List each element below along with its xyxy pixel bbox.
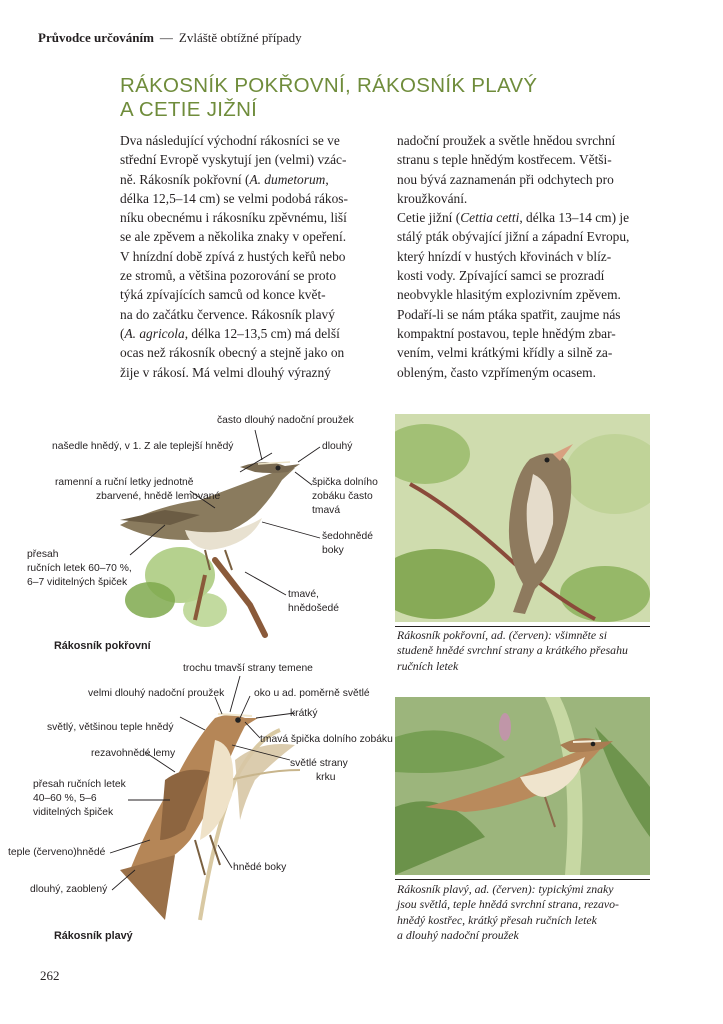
label: viditelných špiček <box>33 807 114 818</box>
text-line <box>397 247 652 266</box>
text-line <box>120 343 375 362</box>
caption-rule <box>395 879 650 880</box>
text-line <box>397 170 652 189</box>
text-run: se ale zpěvem a několika znaky v opeření. <box>120 229 347 245</box>
text-run: na do začátku července. Rákosník plavý <box>120 306 335 322</box>
text-line <box>120 170 375 189</box>
photo-dumetorum-image <box>395 414 650 622</box>
text-line <box>397 363 652 382</box>
label: špička dolního <box>312 477 378 488</box>
caption-line: jsou světlá, teple hnědá svrchní strana, rezavo- <box>397 897 619 912</box>
text-line <box>120 131 375 150</box>
text-run: nadoční proužek a světle hnědou svrchní <box>397 133 616 148</box>
body-column-left <box>120 131 375 382</box>
text-line <box>397 266 652 285</box>
label: světlý, většinou teple hnědý <box>47 722 174 733</box>
branch <box>215 560 265 635</box>
leaf-shape <box>125 582 175 618</box>
text-run: , délka 13–14 cm) je <box>519 210 630 226</box>
text-run: kompaktní postavou, teple hnědým zbar- <box>397 325 616 341</box>
text-run: který hnízdí v hustých křovinách v blíz- <box>397 248 612 264</box>
label: světlé strany <box>290 758 348 769</box>
label: tmavé, <box>288 589 319 600</box>
page-number: 262 <box>40 968 60 983</box>
label: ramenní a ruční letky jednotně <box>55 477 194 488</box>
caption-rule <box>395 626 650 627</box>
photo-dumetorum <box>395 414 650 622</box>
text-run: střední Evropě vyskytují jen (velmi) vzác- <box>120 152 347 168</box>
text-run: kroužkování. <box>397 190 468 206</box>
label: hnědé boky <box>233 862 287 873</box>
text-line <box>397 343 652 362</box>
text-line <box>397 189 652 208</box>
label: hnědošedé <box>288 603 339 614</box>
leaf-shape <box>183 593 227 627</box>
text-run: obleným, často vzpřímeným ocasem. <box>397 364 596 380</box>
label: dlouhý, zaoblený <box>30 884 108 895</box>
label: boky <box>322 545 344 556</box>
text-line <box>397 305 652 324</box>
text-line <box>397 150 652 169</box>
caption-line: a dlouhý nadoční proužek <box>397 928 519 943</box>
running-head <box>38 30 302 46</box>
text-run: V hnízdní době zpívá z hustých keřů nebo <box>120 248 346 264</box>
text-run: stranu s teple hnědým kostřecem. Větši- <box>397 152 612 168</box>
text-run: níku obecnému i rákosníku zpěvnému, liší <box>120 210 347 226</box>
text-run: Podaří-li se nám ptáka spatřit, zaujme nás <box>397 306 621 322</box>
label: zbarvené, hnědě lemované <box>96 491 221 502</box>
photo-caption-dumetorum <box>397 628 652 674</box>
text-run: nou bývá zaznamenán při odchytech pro <box>397 171 614 187</box>
label: přesah <box>27 549 59 560</box>
caption-line: Rákosník plavý, ad. (červen): typickými znaky <box>397 882 614 896</box>
tail <box>120 855 175 920</box>
caption-line: hnědý kostřec, krátký přesah ručních letek <box>397 912 597 927</box>
text-run: ze stromů, a většina pozorování se proto <box>120 268 337 284</box>
label: teple (červeno)hnědé <box>8 847 106 858</box>
photo-agricola <box>395 697 650 875</box>
label: velmi dlouhý nadoční proužek <box>88 688 225 699</box>
label: tmavá špička dolního zobáku <box>260 734 393 745</box>
label: 40–60 %, 5–6 <box>33 793 97 804</box>
latin-name: A. agricola <box>124 325 185 341</box>
latin-name: Cettia cetti <box>460 210 520 226</box>
label: ručních letek 60–70 %, <box>27 563 132 574</box>
chapter-title-line-1: RÁKOSNÍK POKŘOVNÍ, RÁKOSNÍK PLAVÝ <box>120 74 538 97</box>
running-head-subsection: Zvláště obtížné případy <box>178 30 302 45</box>
text-line <box>120 266 375 285</box>
label: krku <box>316 772 336 783</box>
label: našedle hnědý, v 1. Z ale teplejší hnědý <box>52 441 234 452</box>
photo-caption-agricola <box>397 882 652 944</box>
caption-line: studeně hnědé svrchní strany a krátkého přesahu <box>397 643 628 658</box>
text-line <box>120 208 375 227</box>
chapter-title <box>120 74 590 122</box>
text-run: ně. Rákosník pokřovní ( <box>120 171 250 187</box>
text-run: stálý pták obývající jižní a západní Evropu, <box>397 229 630 245</box>
text-line <box>120 285 375 304</box>
illustration-species-label: Rákosník pokřovní <box>54 640 151 652</box>
label: zobáku často <box>312 491 373 502</box>
running-head-separator: — <box>159 30 173 45</box>
illustration-panel <box>0 400 395 960</box>
label: tmavá <box>312 505 341 516</box>
label: krátký <box>290 708 318 719</box>
text-run: ( <box>120 325 125 341</box>
chapter-title-line-2: A CETIE JIŽNÍ <box>120 98 258 121</box>
text-run: žije v rákosí. Má velmi dlouhý výrazný <box>120 364 331 380</box>
text-line <box>397 131 652 150</box>
eye <box>276 466 281 471</box>
label: přesah ručních letek <box>33 779 126 790</box>
text-run: délka 12,5–14 cm) se velmi podobá rákos- <box>120 190 348 206</box>
body-column-right <box>397 131 652 382</box>
text-run: ocas než rákosník obecný a stejně jako on <box>120 345 345 361</box>
text-line <box>120 324 375 343</box>
caption-line: ručních letek <box>397 658 459 673</box>
text-run: , <box>325 171 329 187</box>
text-line <box>120 247 375 266</box>
label: často dlouhý nadoční proužek <box>217 415 354 426</box>
text-run: , délka 12–13,5 cm) má delší <box>184 325 340 341</box>
text-run: Dva následující východní rákosníci se ve <box>120 133 340 148</box>
text-line <box>120 150 375 169</box>
text-run: týká zpívajících samců od konce květ- <box>120 287 326 303</box>
running-head-section: Průvodce určováním <box>38 30 154 45</box>
text-run: vením, velmi krátkými křídly a silně za- <box>397 345 613 361</box>
eye <box>235 717 241 723</box>
caption-line: Rákosník pokřovní, ad. (červen): všimněte si <box>397 628 607 642</box>
illustration-species-label: Rákosník plavý <box>54 930 133 942</box>
text-line <box>120 189 375 208</box>
photo-agricola-image <box>395 697 650 875</box>
text-run: Cetie jižní ( <box>397 210 461 226</box>
text-line <box>397 285 652 304</box>
text-line <box>120 305 375 324</box>
latin-name: A. dumetorum <box>249 171 326 187</box>
text-run: neobvykle hlasitým explozivním zpěvem. <box>397 287 621 303</box>
text-line <box>397 208 652 227</box>
label: šedohnědé <box>322 531 373 542</box>
reed-plume <box>235 744 295 820</box>
text-run: kosti vody. Zpívající samci se prozradí <box>397 268 605 284</box>
text-line <box>397 324 652 343</box>
label: trochu tmavší strany temene <box>183 663 313 674</box>
label: rezavohnědé lemy <box>91 748 176 759</box>
label: oko u ad. poměrně světlé <box>254 688 370 699</box>
label: dlouhý <box>322 441 353 452</box>
label: 6–7 viditelných špiček <box>27 577 128 588</box>
text-line <box>120 227 375 246</box>
text-line <box>397 227 652 246</box>
text-line <box>120 363 375 382</box>
